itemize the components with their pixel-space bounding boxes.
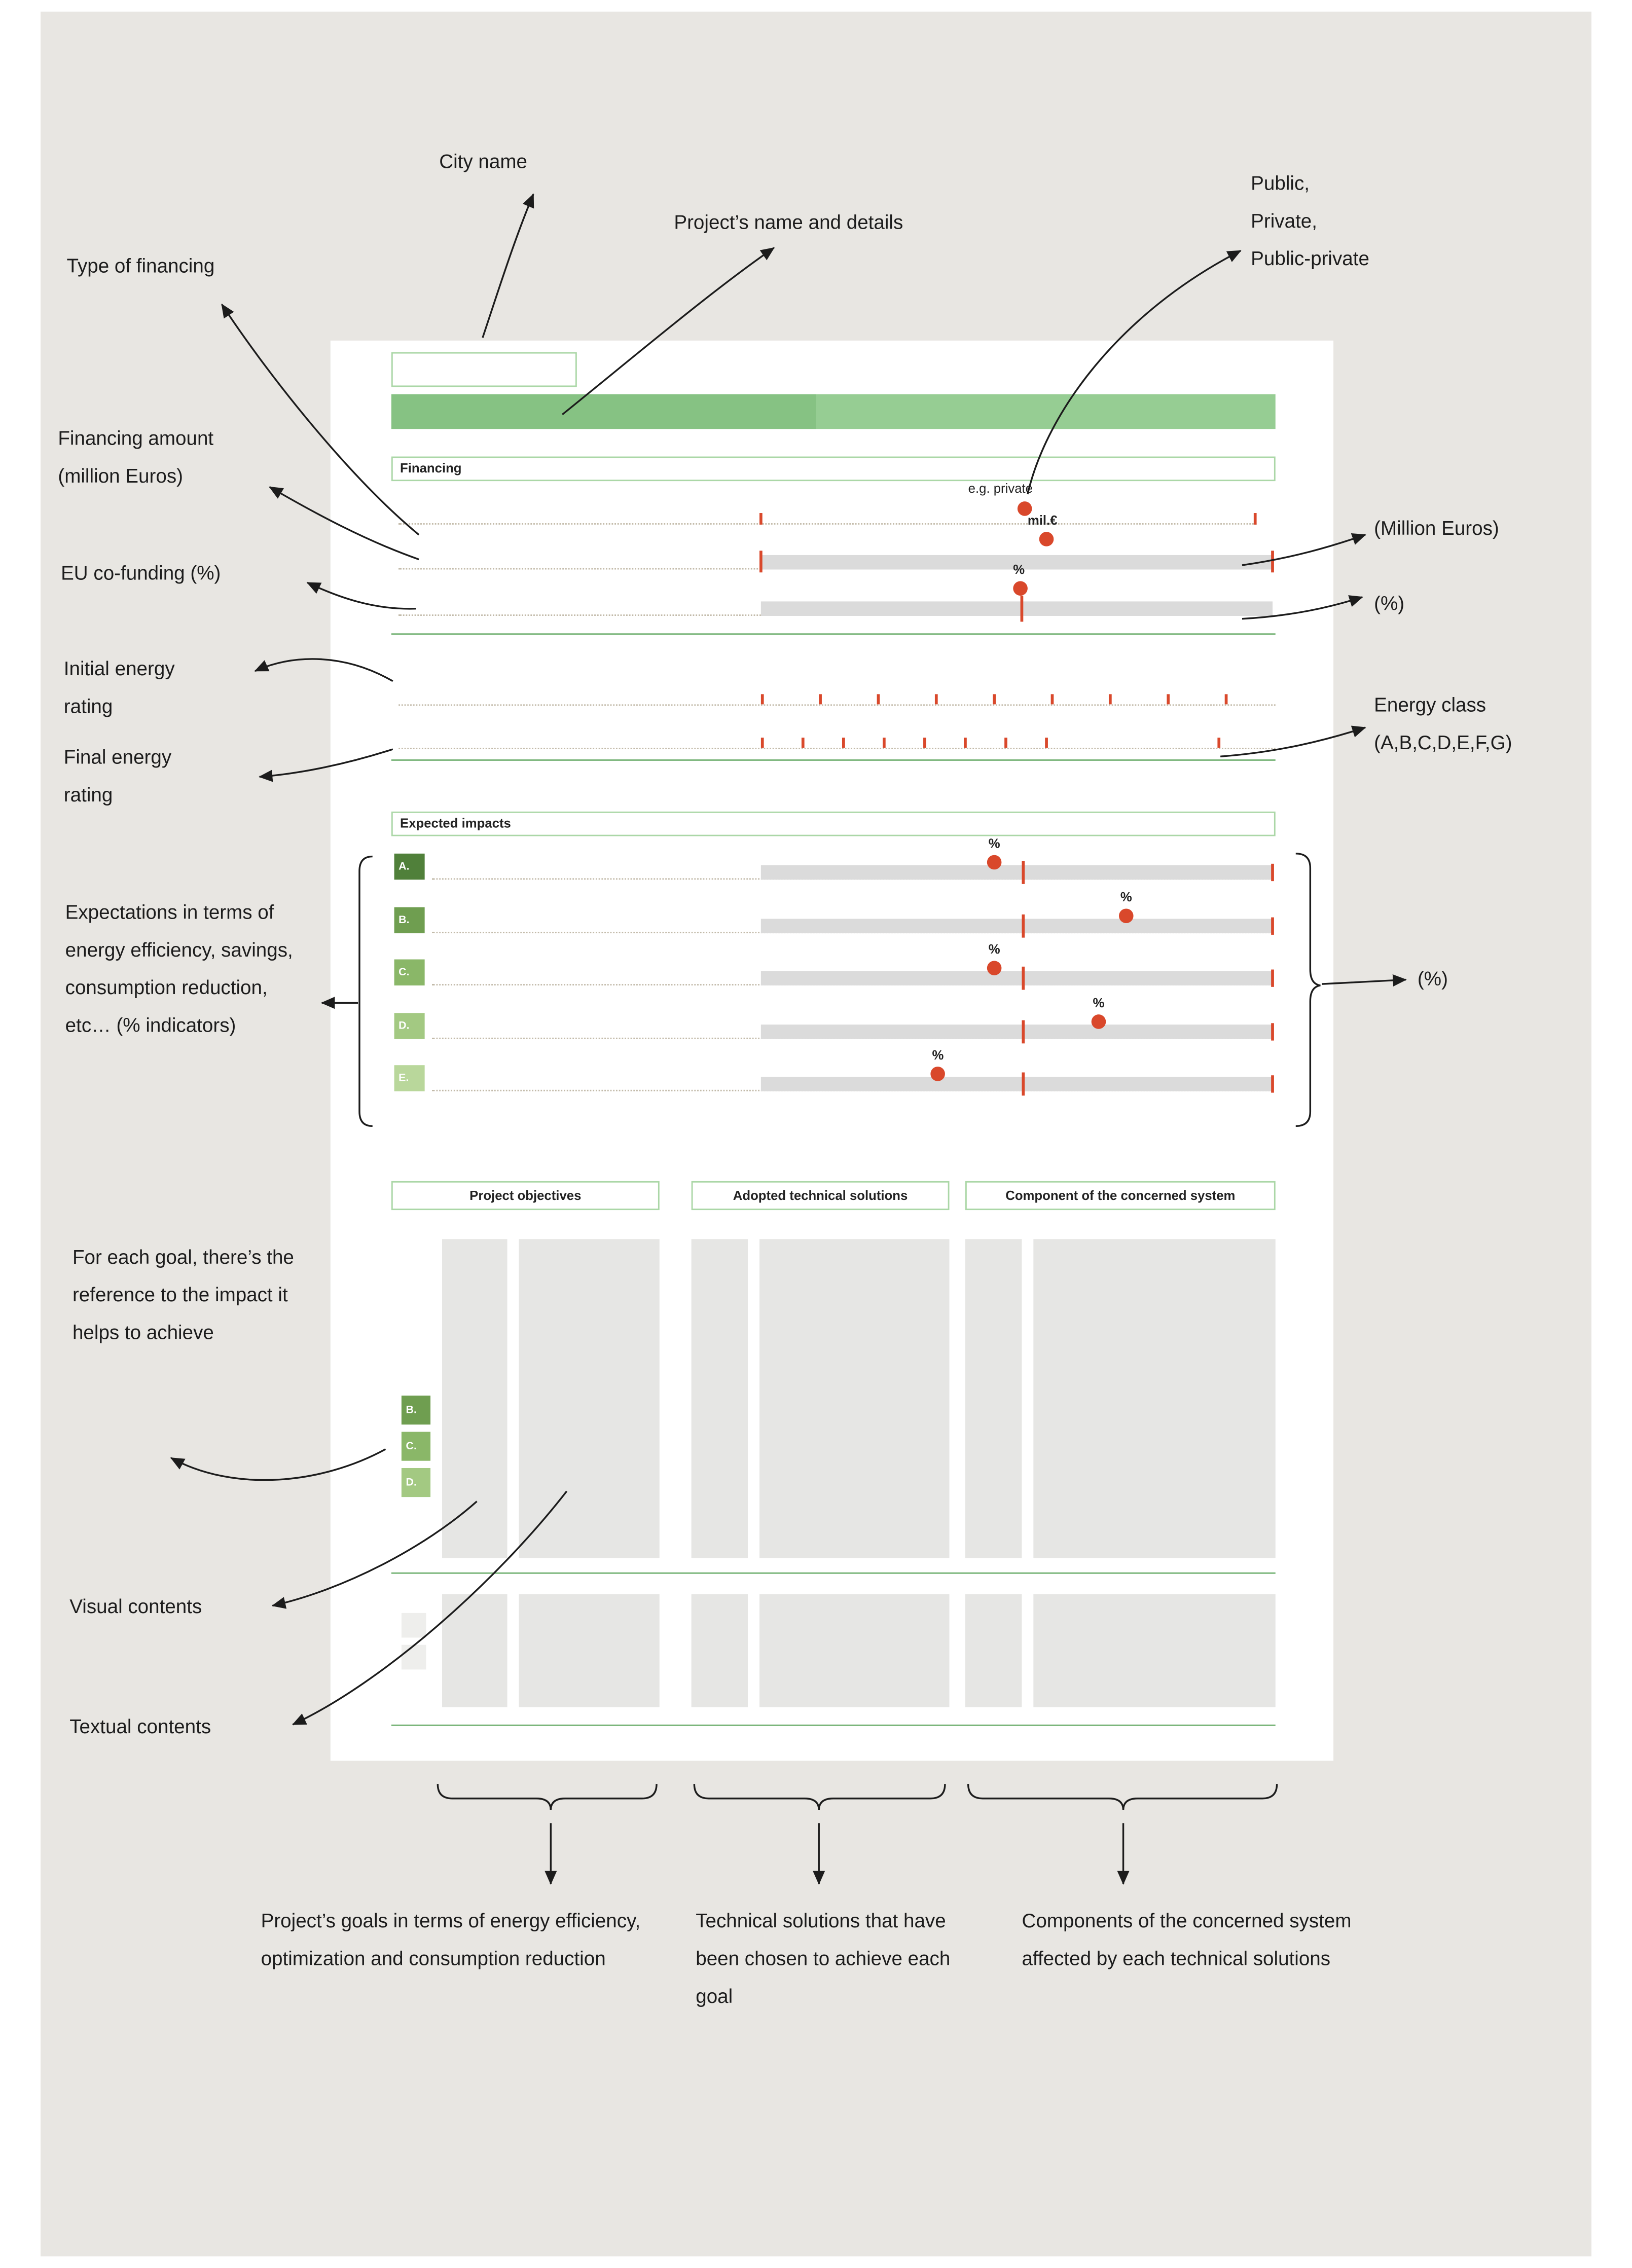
solutions-text-placeholder-2 bbox=[759, 1594, 950, 1707]
initial-energy-annotation bbox=[64, 651, 175, 726]
initial-energy-scale[interactable] bbox=[398, 704, 1276, 706]
impact-letter-chip: A. bbox=[394, 854, 425, 880]
financing-type-line bbox=[398, 523, 1256, 525]
final-energy-annotation bbox=[64, 739, 171, 815]
eu-cofunding-slider-tick bbox=[1021, 596, 1024, 621]
objectives-text-placeholder-2 bbox=[519, 1594, 659, 1707]
section-divider bbox=[391, 1572, 1276, 1574]
eu-cofunding-dot[interactable] bbox=[1013, 581, 1028, 596]
impact-end-tick bbox=[1271, 864, 1274, 881]
expected-impacts-box bbox=[391, 812, 1276, 836]
financing-amount-dot[interactable] bbox=[1039, 532, 1054, 546]
energy-scale-tick bbox=[1217, 738, 1220, 748]
column-header-objectives: Project objectives bbox=[391, 1181, 660, 1210]
impact-end-tick bbox=[1271, 917, 1274, 934]
percent-label: % bbox=[1013, 562, 1025, 577]
caption-solutions: Technical solutions that have been chosen to achieve each goal bbox=[696, 1910, 951, 2007]
energy-scale-tick bbox=[935, 694, 938, 704]
mil-eur-label: mil.€ bbox=[1027, 513, 1058, 528]
final-energy-scale[interactable] bbox=[398, 748, 1276, 749]
impact-letter-chip: B. bbox=[394, 906, 425, 932]
financing-type-tick bbox=[1254, 513, 1257, 525]
eu-cofunding-bar[interactable] bbox=[761, 601, 1273, 616]
energy-scale-tick bbox=[877, 694, 880, 704]
eu-cofunding-annotation: EU co-funding (%) bbox=[61, 562, 221, 584]
project-template-panel bbox=[331, 341, 1333, 1761]
caption-components: Components of the concerned system affected by each technical solutions bbox=[1022, 1910, 1352, 1970]
final-energy-line1: Final energy bbox=[63, 746, 172, 769]
goal-ref-chip: D. bbox=[402, 1468, 430, 1497]
energy-scale-tick bbox=[883, 738, 886, 748]
impact-mid-tick bbox=[1022, 1019, 1025, 1043]
column-header-solutions: Adopted technical solutions bbox=[692, 1181, 950, 1210]
energy-scale-tick bbox=[1004, 738, 1007, 748]
energy-class-line1: Energy class bbox=[1374, 694, 1486, 716]
percent-right-annotation: (%) bbox=[1374, 593, 1405, 615]
components-visual-placeholder bbox=[965, 1239, 1022, 1558]
energy-scale-tick bbox=[842, 738, 845, 748]
impact-percent-label: % bbox=[988, 942, 1000, 957]
energy-scale-tick bbox=[1167, 694, 1170, 704]
impact-value-dot[interactable] bbox=[987, 855, 1002, 870]
impacts-percent-annotation: (%) bbox=[1417, 968, 1448, 990]
impact-bar[interactable] bbox=[761, 971, 1273, 985]
objectives-visual-placeholder bbox=[442, 1239, 507, 1558]
impact-value-dot[interactable] bbox=[931, 1067, 946, 1081]
energy-scale-tick bbox=[964, 738, 967, 748]
components-text-placeholder-2 bbox=[1033, 1594, 1275, 1707]
energy-scale-tick bbox=[923, 738, 926, 748]
energy-scale-tick bbox=[1045, 738, 1048, 748]
ownership-line: Public-private bbox=[1251, 247, 1369, 270]
impact-end-tick bbox=[1271, 1075, 1274, 1092]
impact-bar[interactable] bbox=[761, 865, 1273, 880]
impact-letter-chip: D. bbox=[394, 1012, 425, 1038]
impact-percent-label: % bbox=[1093, 995, 1105, 1010]
for-each-goal-annotation: For each goal, there’s the reference to the impact it helps to achieve bbox=[72, 1246, 294, 1344]
project-name-annotation: Project’s name and details bbox=[674, 211, 903, 234]
objectives-visual-placeholder-2 bbox=[442, 1594, 507, 1707]
impact-mid-tick bbox=[1022, 861, 1025, 884]
impact-percent-label: % bbox=[988, 836, 1000, 851]
ownership-line: Private, bbox=[1251, 210, 1318, 232]
financing-amount-line bbox=[398, 568, 761, 570]
energy-scale-tick bbox=[819, 694, 822, 704]
expectations-annotation: Expectations in terms of energy efficiency, savings, consumption reduction, etc… (% indicators) bbox=[65, 901, 293, 1037]
ownership-line: Public, bbox=[1251, 172, 1310, 195]
ownership-annotation bbox=[1251, 165, 1369, 278]
energy-scale-tick bbox=[802, 738, 805, 748]
financing-section-label: Financing bbox=[400, 461, 462, 475]
impact-end-tick bbox=[1271, 1022, 1274, 1040]
impact-letter-chip: C. bbox=[394, 960, 425, 985]
financing-amount-annotation bbox=[58, 420, 213, 496]
type-of-financing-annotation: Type of financing bbox=[66, 255, 215, 277]
energy-scale-tick bbox=[993, 694, 996, 704]
solutions-visual-placeholder bbox=[692, 1239, 748, 1558]
visual-contents-annotation: Visual contents bbox=[69, 1595, 202, 1618]
final-energy-line2: rating bbox=[63, 784, 113, 806]
column-header-components: Component of the concerned system bbox=[965, 1181, 1276, 1210]
section-divider bbox=[391, 1725, 1276, 1726]
impact-percent-label: % bbox=[1120, 889, 1132, 904]
impact-percent-label: % bbox=[932, 1047, 944, 1063]
goal-ref-chip: C. bbox=[402, 1432, 430, 1460]
financing-section-box bbox=[391, 457, 1276, 482]
energy-scale-tick bbox=[761, 738, 764, 748]
section-divider bbox=[391, 633, 1276, 635]
solutions-visual-placeholder-2 bbox=[692, 1594, 748, 1707]
impact-value-dot[interactable] bbox=[1119, 908, 1134, 923]
energy-scale-tick bbox=[1225, 694, 1228, 704]
impact-bar[interactable] bbox=[761, 918, 1273, 933]
impact-mid-tick bbox=[1022, 913, 1025, 937]
impact-end-tick bbox=[1271, 970, 1274, 987]
project-title-bar[interactable] bbox=[391, 394, 1276, 429]
city-name-field[interactable] bbox=[391, 352, 577, 387]
energy-scale-tick bbox=[761, 694, 764, 704]
components-text-placeholder bbox=[1033, 1239, 1275, 1558]
impact-value-dot[interactable] bbox=[1092, 1014, 1106, 1029]
initial-energy-line2: rating bbox=[63, 696, 113, 718]
eu-cofunding-line bbox=[398, 614, 761, 616]
section-divider bbox=[391, 759, 1276, 761]
impact-bar[interactable] bbox=[761, 1024, 1273, 1039]
objectives-text-placeholder bbox=[519, 1239, 659, 1558]
financing-amount-tick bbox=[1271, 551, 1274, 572]
financing-amount-line2: (million Euros) bbox=[58, 465, 184, 487]
expected-impacts-label: Expected impacts bbox=[400, 816, 511, 831]
goal-ref-chip: B. bbox=[402, 1396, 430, 1424]
impact-mid-tick bbox=[1022, 967, 1025, 990]
components-visual-placeholder-2 bbox=[965, 1594, 1022, 1707]
million-euros-annotation: (Million Euros) bbox=[1374, 517, 1499, 539]
financing-amount-line1: Financing amount bbox=[58, 427, 214, 450]
energy-class-line2: (A,B,C,D,E,F,G) bbox=[1374, 731, 1512, 754]
initial-energy-line1: Initial energy bbox=[63, 657, 175, 680]
energy-scale-tick bbox=[1051, 694, 1054, 704]
caption-goals: Project’s goals in terms of energy efficiency, optimization and consumption reduction bbox=[261, 1910, 641, 1970]
impact-letter-chip: E. bbox=[394, 1065, 425, 1091]
financing-amount-tick bbox=[759, 551, 763, 572]
legend-square bbox=[402, 1645, 426, 1670]
legend-square bbox=[402, 1613, 426, 1638]
impact-value-dot[interactable] bbox=[987, 961, 1002, 975]
eg-private-label: e.g. private bbox=[968, 481, 1033, 496]
impact-bar[interactable] bbox=[761, 1077, 1273, 1091]
impact-mid-tick bbox=[1022, 1073, 1025, 1096]
city-name-annotation: City name bbox=[439, 151, 527, 173]
financing-type-tick bbox=[759, 513, 763, 525]
energy-class-annotation bbox=[1374, 687, 1512, 762]
textual-contents-annotation: Textual contents bbox=[69, 1715, 211, 1738]
solutions-text-placeholder bbox=[759, 1239, 950, 1558]
energy-scale-tick bbox=[1109, 694, 1112, 704]
